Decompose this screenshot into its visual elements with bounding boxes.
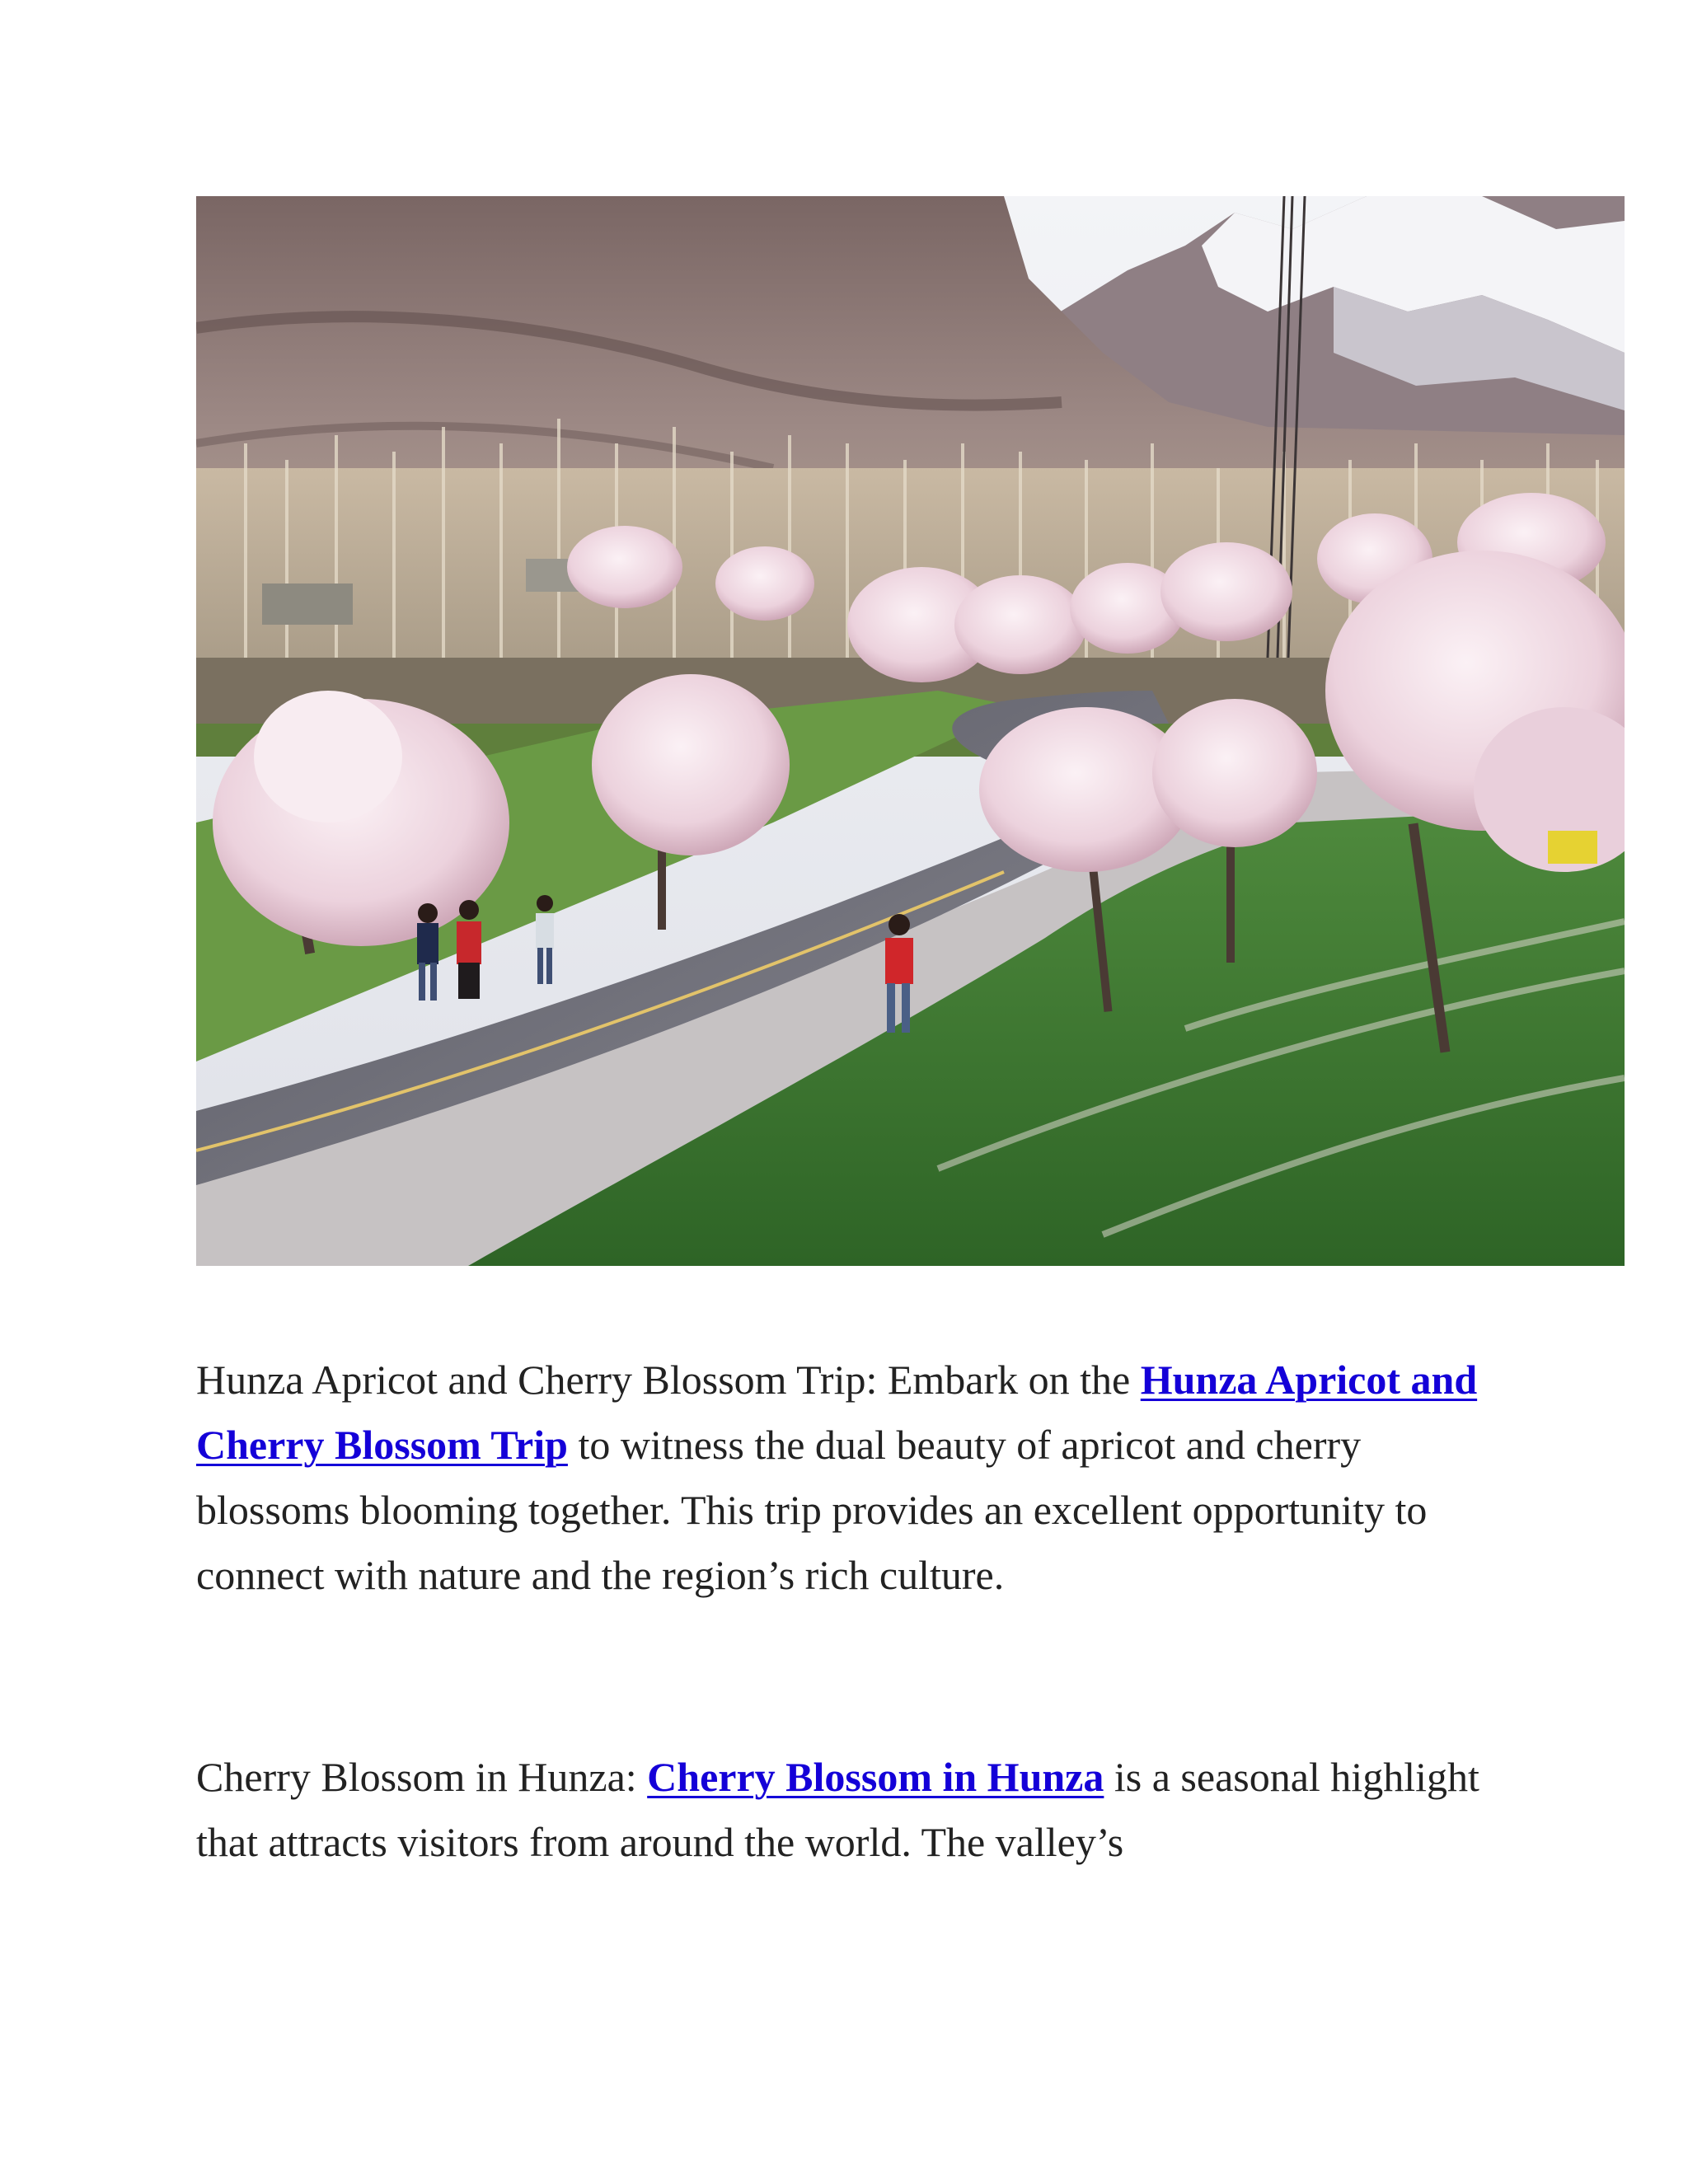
paragraph-text: is a seasonal highlight that attracts visitors from around the world. The valley’s	[196, 1754, 1479, 1865]
cherry-blossom-in-hunza-link[interactable]: Cherry Blossom in Hunza	[647, 1754, 1104, 1800]
paragraph-text: to witness the dual beauty of apricot and cherry blossoms blooming together. This trip provides an excellent opportunity to connect with nature and the region’s rich culture.	[196, 1422, 1428, 1598]
blossom-valley-road-image	[196, 196, 1625, 1266]
article-photo	[196, 196, 1625, 1266]
paragraph-apricot-trip	[196, 1347, 1498, 1608]
paragraph-text: Cherry Blossom in Hunza:	[196, 1754, 648, 1800]
paragraph-cherry-blossom	[196, 1745, 1498, 1875]
apricot-cherry-blossom-trip-link[interactable]: Hunza Apricot and Cherry Blossom Trip	[196, 1357, 1478, 1468]
paragraph-text: Hunza Apricot and Cherry Blossom Trip: Embark on the	[196, 1357, 1141, 1403]
